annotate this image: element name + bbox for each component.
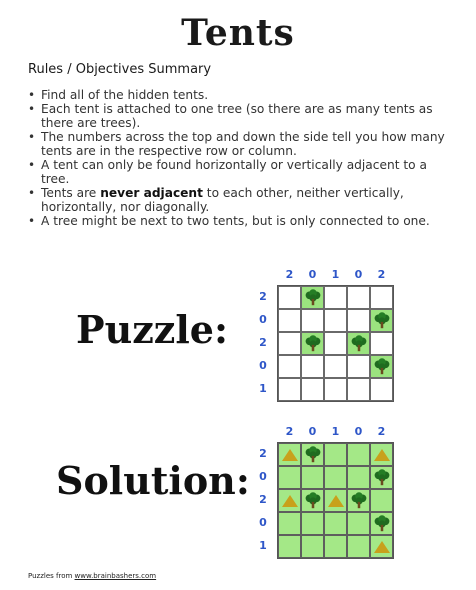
tent-icon [374, 449, 390, 461]
tree-icon [304, 335, 322, 353]
footer-credit [28, 572, 156, 580]
grid-cell[interactable] [324, 332, 347, 355]
grid-cell [370, 512, 393, 535]
tree-icon [373, 312, 391, 330]
grid-cell[interactable] [347, 286, 370, 309]
grid-cell[interactable] [301, 378, 324, 401]
rule-text: The numbers across the top and down the side tell you how many tents are in the respective row or column. [41, 130, 445, 158]
puzzle-label: Puzzle: [76, 307, 228, 352]
rule-item [28, 186, 453, 214]
grid-cell[interactable] [324, 378, 347, 401]
grid-cell [370, 466, 393, 489]
rule-text: to each other, neither vertically, horizontally, nor diagonally. [41, 186, 404, 214]
grid-cell [347, 466, 370, 489]
row-count: 1 [259, 382, 267, 395]
column-count: 0 [308, 425, 317, 438]
grid-cell [347, 512, 370, 535]
row-count: 2 [259, 447, 267, 460]
grid-cell[interactable] [278, 378, 301, 401]
grid-cell [301, 443, 324, 466]
tree-icon [350, 492, 368, 510]
column-count: 2 [377, 268, 386, 281]
grid-cell [278, 512, 301, 535]
rule-text: Find all of the hidden tents. [41, 88, 209, 102]
grid-cell[interactable] [347, 332, 370, 355]
row-count: 2 [259, 290, 267, 303]
puzzle-grid [277, 285, 394, 402]
grid-cell [278, 443, 301, 466]
row-count: 1 [259, 539, 267, 552]
tree-icon [304, 446, 322, 464]
grid-cell [324, 466, 347, 489]
tent-icon [282, 449, 298, 461]
grid-cell[interactable] [301, 355, 324, 378]
grid-cell [347, 535, 370, 558]
tree-icon [373, 358, 391, 376]
grid-cell [370, 489, 393, 512]
grid-cell [301, 466, 324, 489]
grid-cell[interactable] [324, 355, 347, 378]
solution-grid [277, 442, 394, 559]
grid-cell [324, 443, 347, 466]
rule-item [28, 130, 453, 158]
grid-cell[interactable] [278, 286, 301, 309]
grid-cell[interactable] [301, 309, 324, 332]
grid-cell [278, 466, 301, 489]
column-count: 1 [331, 425, 340, 438]
tree-icon [304, 289, 322, 307]
grid-cell [324, 535, 347, 558]
page-title: Tents [181, 12, 295, 54]
solution-label: Solution: [56, 458, 250, 503]
grid-cell [324, 489, 347, 512]
column-count: 0 [308, 268, 317, 281]
tree-icon [350, 335, 368, 353]
row-count: 0 [259, 516, 267, 529]
grid-cell[interactable] [301, 286, 324, 309]
column-count: 1 [331, 268, 340, 281]
grid-cell[interactable] [370, 332, 393, 355]
rules-list [28, 88, 453, 228]
grid-cell[interactable] [370, 378, 393, 401]
row-count: 0 [259, 359, 267, 372]
row-count: 2 [259, 336, 267, 349]
footer-prefix: Puzzles from [28, 572, 75, 580]
tent-icon [374, 541, 390, 553]
rule-text: Each tent is attached to one tree (so there are as many tents as there are trees). [41, 102, 433, 130]
grid-cell[interactable] [324, 286, 347, 309]
grid-cell[interactable] [278, 309, 301, 332]
column-count: 0 [354, 425, 363, 438]
grid-cell [324, 512, 347, 535]
rule-item [28, 214, 453, 228]
grid-cell [370, 535, 393, 558]
grid-cell [347, 489, 370, 512]
tree-icon [373, 469, 391, 487]
rule-text: A tent can only be found horizontally or vertically adjacent to a tree. [41, 158, 427, 186]
tent-icon [282, 495, 298, 507]
grid-cell [347, 443, 370, 466]
grid-cell [301, 512, 324, 535]
grid-cell[interactable] [370, 355, 393, 378]
column-count: 2 [377, 425, 386, 438]
grid-cell [301, 535, 324, 558]
column-count: 2 [285, 425, 294, 438]
grid-cell[interactable] [278, 332, 301, 355]
grid-cell[interactable] [370, 286, 393, 309]
grid-cell [278, 535, 301, 558]
tree-icon [373, 515, 391, 533]
column-count: 2 [285, 268, 294, 281]
grid-cell [370, 443, 393, 466]
grid-cell[interactable] [278, 355, 301, 378]
row-count: 0 [259, 470, 267, 483]
grid-cell[interactable] [301, 332, 324, 355]
rule-text: Tents are [41, 186, 101, 200]
rule-item [28, 158, 453, 186]
column-count: 0 [354, 268, 363, 281]
tent-icon [328, 495, 344, 507]
tree-icon [304, 492, 322, 510]
grid-cell[interactable] [324, 309, 347, 332]
footer-link[interactable]: www.brainbashers.com [74, 572, 157, 580]
grid-cell [278, 489, 301, 512]
rule-item [28, 88, 453, 102]
rule-item [28, 102, 453, 130]
grid-cell[interactable] [347, 309, 370, 332]
grid-cell[interactable] [347, 378, 370, 401]
rule-emphasis: never adjacent [100, 186, 203, 200]
row-count: 0 [259, 313, 267, 326]
grid-cell[interactable] [370, 309, 393, 332]
grid-cell [301, 489, 324, 512]
rules-subtitle: Rules / Objectives Summary [28, 62, 212, 77]
grid-cell[interactable] [347, 355, 370, 378]
row-count: 2 [259, 493, 267, 506]
rule-text: A tree might be next to two tents, but is only connected to one. [41, 214, 430, 228]
